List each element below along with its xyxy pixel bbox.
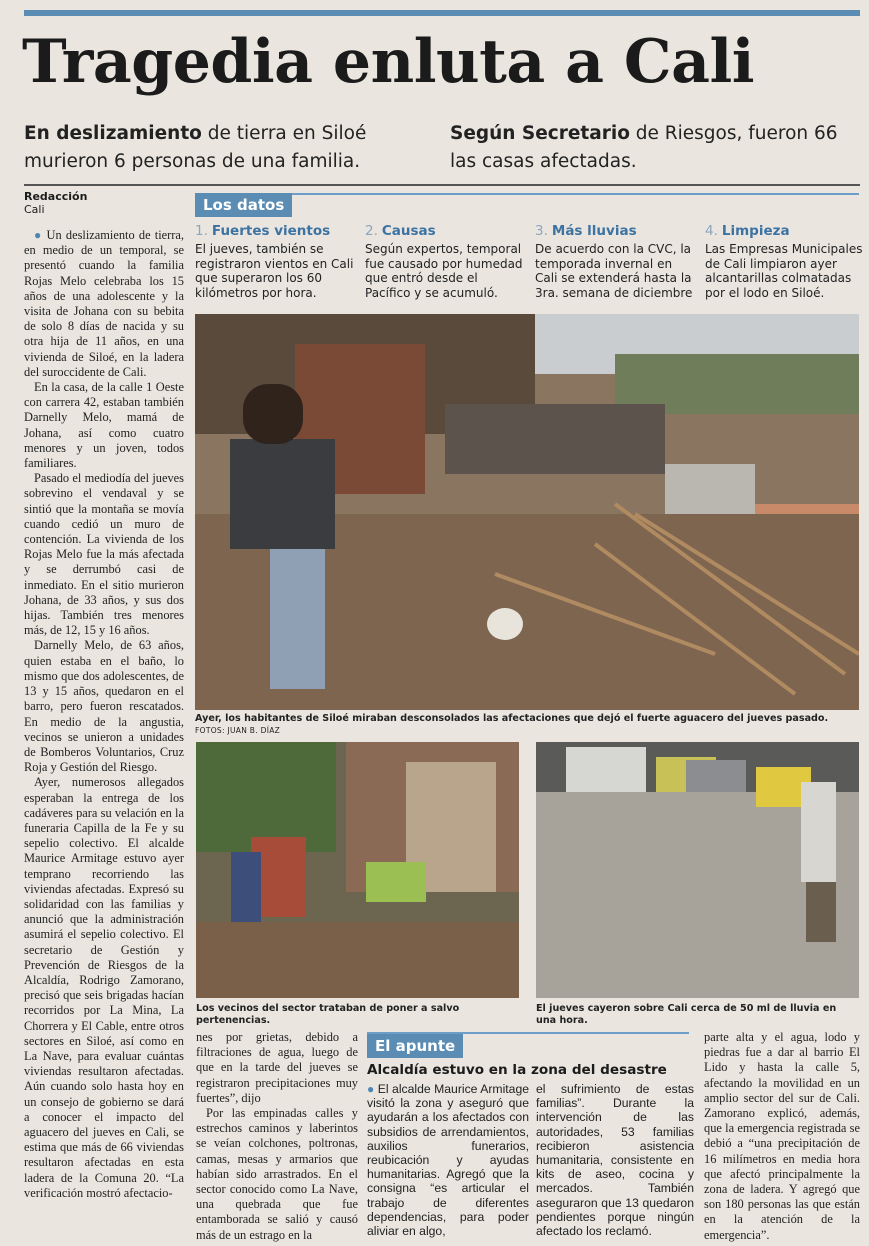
datos-rule [195, 193, 859, 195]
deck-right-text: de Riesgos, fueron 66 las casas afectadas. [450, 123, 838, 172]
article-paragraph: Ayer, numerosos allegados esperaban la entrega de los cadáveres para su velación en la funeraria Capilla de la Fe y su sepelio colectivo. El alcalde Maurice Armitage estuvo ayer temprano recorriendo las viviendas afectadas. Expresó su solidaridad con las familias y anunció que la administración asumirá el sepelio colectivo. El secretario de Gestión y Prevención de Riesgos de la Alcaldía, Rodrigo Zamorano, precisó que seis brigadas hacían recorridos por La Mina, La Chorrera y El Cable, entre otros sectores en Siloé, así como en La Nave, para evaluar cuántas viviendas resultaron afectadas. Aún cuando solo hasta hoy en un consejo de gobierno se dará a conocer el impacto del aguacero del jueves en Cali, se estima que más de 66 viviendas resultaron afectadas en esta ladera de la Comuna 20. “La verificación mostró afectacio- [24, 775, 184, 1200]
main-photo-caption [195, 713, 859, 737]
deck-left-text: de tierra en Siloé murieron 6 personas de una familia. [24, 123, 367, 172]
article-paragraph: En la casa, de la calle 1 Oeste con carrera 42, estaban también Darnelly Melo, mamá de Johana, así como cuatro menores y un joven, todos familiares. [24, 380, 184, 471]
deck-left [24, 120, 444, 176]
deck-left-bold: En deslizamiento [24, 123, 202, 144]
neighbors-photo [196, 742, 519, 998]
dato-title: Causas [381, 223, 436, 239]
dato-number: 1. [195, 223, 208, 239]
article-paragraph: Por las empinadas calles y estrechos caminos y laberintos se veían colchones, poltronas, camas, mesas y armarios que habían sido arrastrados. En el sector conocido como La Nave, una quebrada que fue entamborada se salió y causó más de un estrago en la [196, 1106, 358, 1242]
article-column-3: parte alta y el agua, lodo y piedras fue a dar al barrio El Lido y hasta la calle 5, afectando la movilidad en un amplio sector del sur de Cali. Zamorano explicó, además, que la emergencia registrada se debió a “una precipitación de 16 milímetros en media hora que afectó principalmente la zona de ladera. Y agregó que son 180 personas las que están en la atención de la emergencia”. [704, 1030, 860, 1242]
top-rule [24, 10, 860, 16]
article-paragraph: nes por grietas, debido a filtraciones de agua, luego de que en la tarde del jueves se registraron precipitaciones muy fuertes”, dijo [196, 1030, 358, 1105]
bullet-dot-icon: ● [367, 1082, 375, 1096]
apunte-column-1: ● El alcalde Maurice Armitage visitó la zona y aseguró que ayudarán a los afectados con subsidios de arrendamientos, auxilios funerarios, reubicación y ayudas humanitarias. Agregó que la consigna “es articular el trabajo de diferentes dependencias, para poder aliviar en algo, [367, 1082, 530, 1239]
dato-text: De acuerdo con la CVC, la temporada invernal en Cali se extenderá hasta la 3ra. semana de diciembre [535, 242, 693, 300]
dato-item-2 [365, 222, 525, 300]
dato-number: 4. [705, 223, 718, 239]
apunte-title: Alcaldía estuvo en la zona del desastre [367, 1062, 667, 1078]
datos-label: Los datos [195, 193, 292, 217]
headline: Tragedia enluta a Cali [22, 27, 755, 97]
article-column-2 [196, 1030, 358, 1243]
section-rule [24, 184, 860, 186]
apunte-column-2: el sufrimiento de estas familias”. Durante la intervención de las autoridades, 53 familias recibieron asistencia humanitaria, consistente en kits de aseo, cocina y mercados. También aseguraron que 13 quedaron pendientes porque ningún afectado los reclamó. [536, 1082, 694, 1239]
deck-right-bold: Según Secretario [450, 123, 630, 144]
dato-number: 3. [535, 223, 548, 239]
dato-title: Limpieza [721, 223, 790, 239]
neighbors-caption: Los vecinos del sector trataban de poner a salvo pertenencias. [196, 1003, 460, 1026]
article-paragraph: Pasado el mediodía del jueves sobrevino el vendaval y se sintió que la montaña se movía cuando cedió un muro de contención. La vivienda de los Rojas Melo fue la más afectada y se derrumbó casi de inmediato. En el sitio murieron Johana, de 33 años, y sus dos hijas. También tres menores más, de 12, 15 y 16 años. [24, 471, 184, 638]
flood-caption: El jueves cayeron sobre Cali cerca de 50 ml de lluvia en una hora. [536, 1003, 837, 1026]
neighbors-photo-illustration [196, 742, 519, 998]
bullet-dot-icon: ● [34, 228, 43, 242]
article-column-1 [24, 228, 184, 1201]
photo-credit: FOTOS: JUAN B. DÍAZ [195, 726, 281, 735]
main-photo [195, 314, 859, 710]
dato-title: Más lluvias [551, 223, 637, 239]
dato-text: Según expertos, temporal fue causado por humedad que entró desde el Pacífico y se acumuló. [365, 242, 523, 300]
byline [24, 190, 87, 216]
dato-item-4 [705, 222, 865, 300]
dato-item-1 [195, 222, 355, 300]
article-paragraph: ● Un deslizamiento de tierra, en medio de un temporal, se presentó cuando la familia Rojas Melo celebraba los 15 años de una adolescente y la visita de Johana con su bebita de solo 8 días de nacida y su otra hija de 11 años, en una vivienda de Siloé, en la ladera del suroccidente de Cali. [24, 228, 184, 379]
deck-right [450, 120, 860, 176]
dato-title: Fuertes vientos [211, 223, 331, 239]
caption-text: Ayer, los habitantes de Siloé miraban desconsolados las afectaciones que dejó el fuerte aguacero del jueves pasado. [195, 713, 829, 724]
dato-text: Las Empresas Municipales de Cali limpiaron ayer alcantarillas colmatadas por el lodo en Siloé. [705, 242, 863, 300]
article-paragraph: Darnelly Melo, de 63 años, quien estaba en el baño, lo mismo que dos adolescentes, de 13 y 15 años, quedaron en el barro, pero fueron rescatados. En medio de la angustia, vecinos se unieron a unidades de Bomberos Voluntarios, Cruz Roja y Gestión del Riesgo. [24, 638, 184, 775]
byline-place: Cali [24, 203, 45, 216]
flood-photo-illustration [536, 742, 859, 998]
dato-number: 2. [365, 223, 378, 239]
byline-name: Redacción [24, 190, 88, 203]
dato-item-3 [535, 222, 695, 300]
flood-photo [536, 742, 859, 998]
dato-text: El jueves, también se registraron vientos en Cali que superaron los 60 kilómetros por hora. [195, 242, 354, 300]
landslide-photo-illustration [195, 314, 859, 710]
apunte-label: El apunte [367, 1034, 463, 1058]
